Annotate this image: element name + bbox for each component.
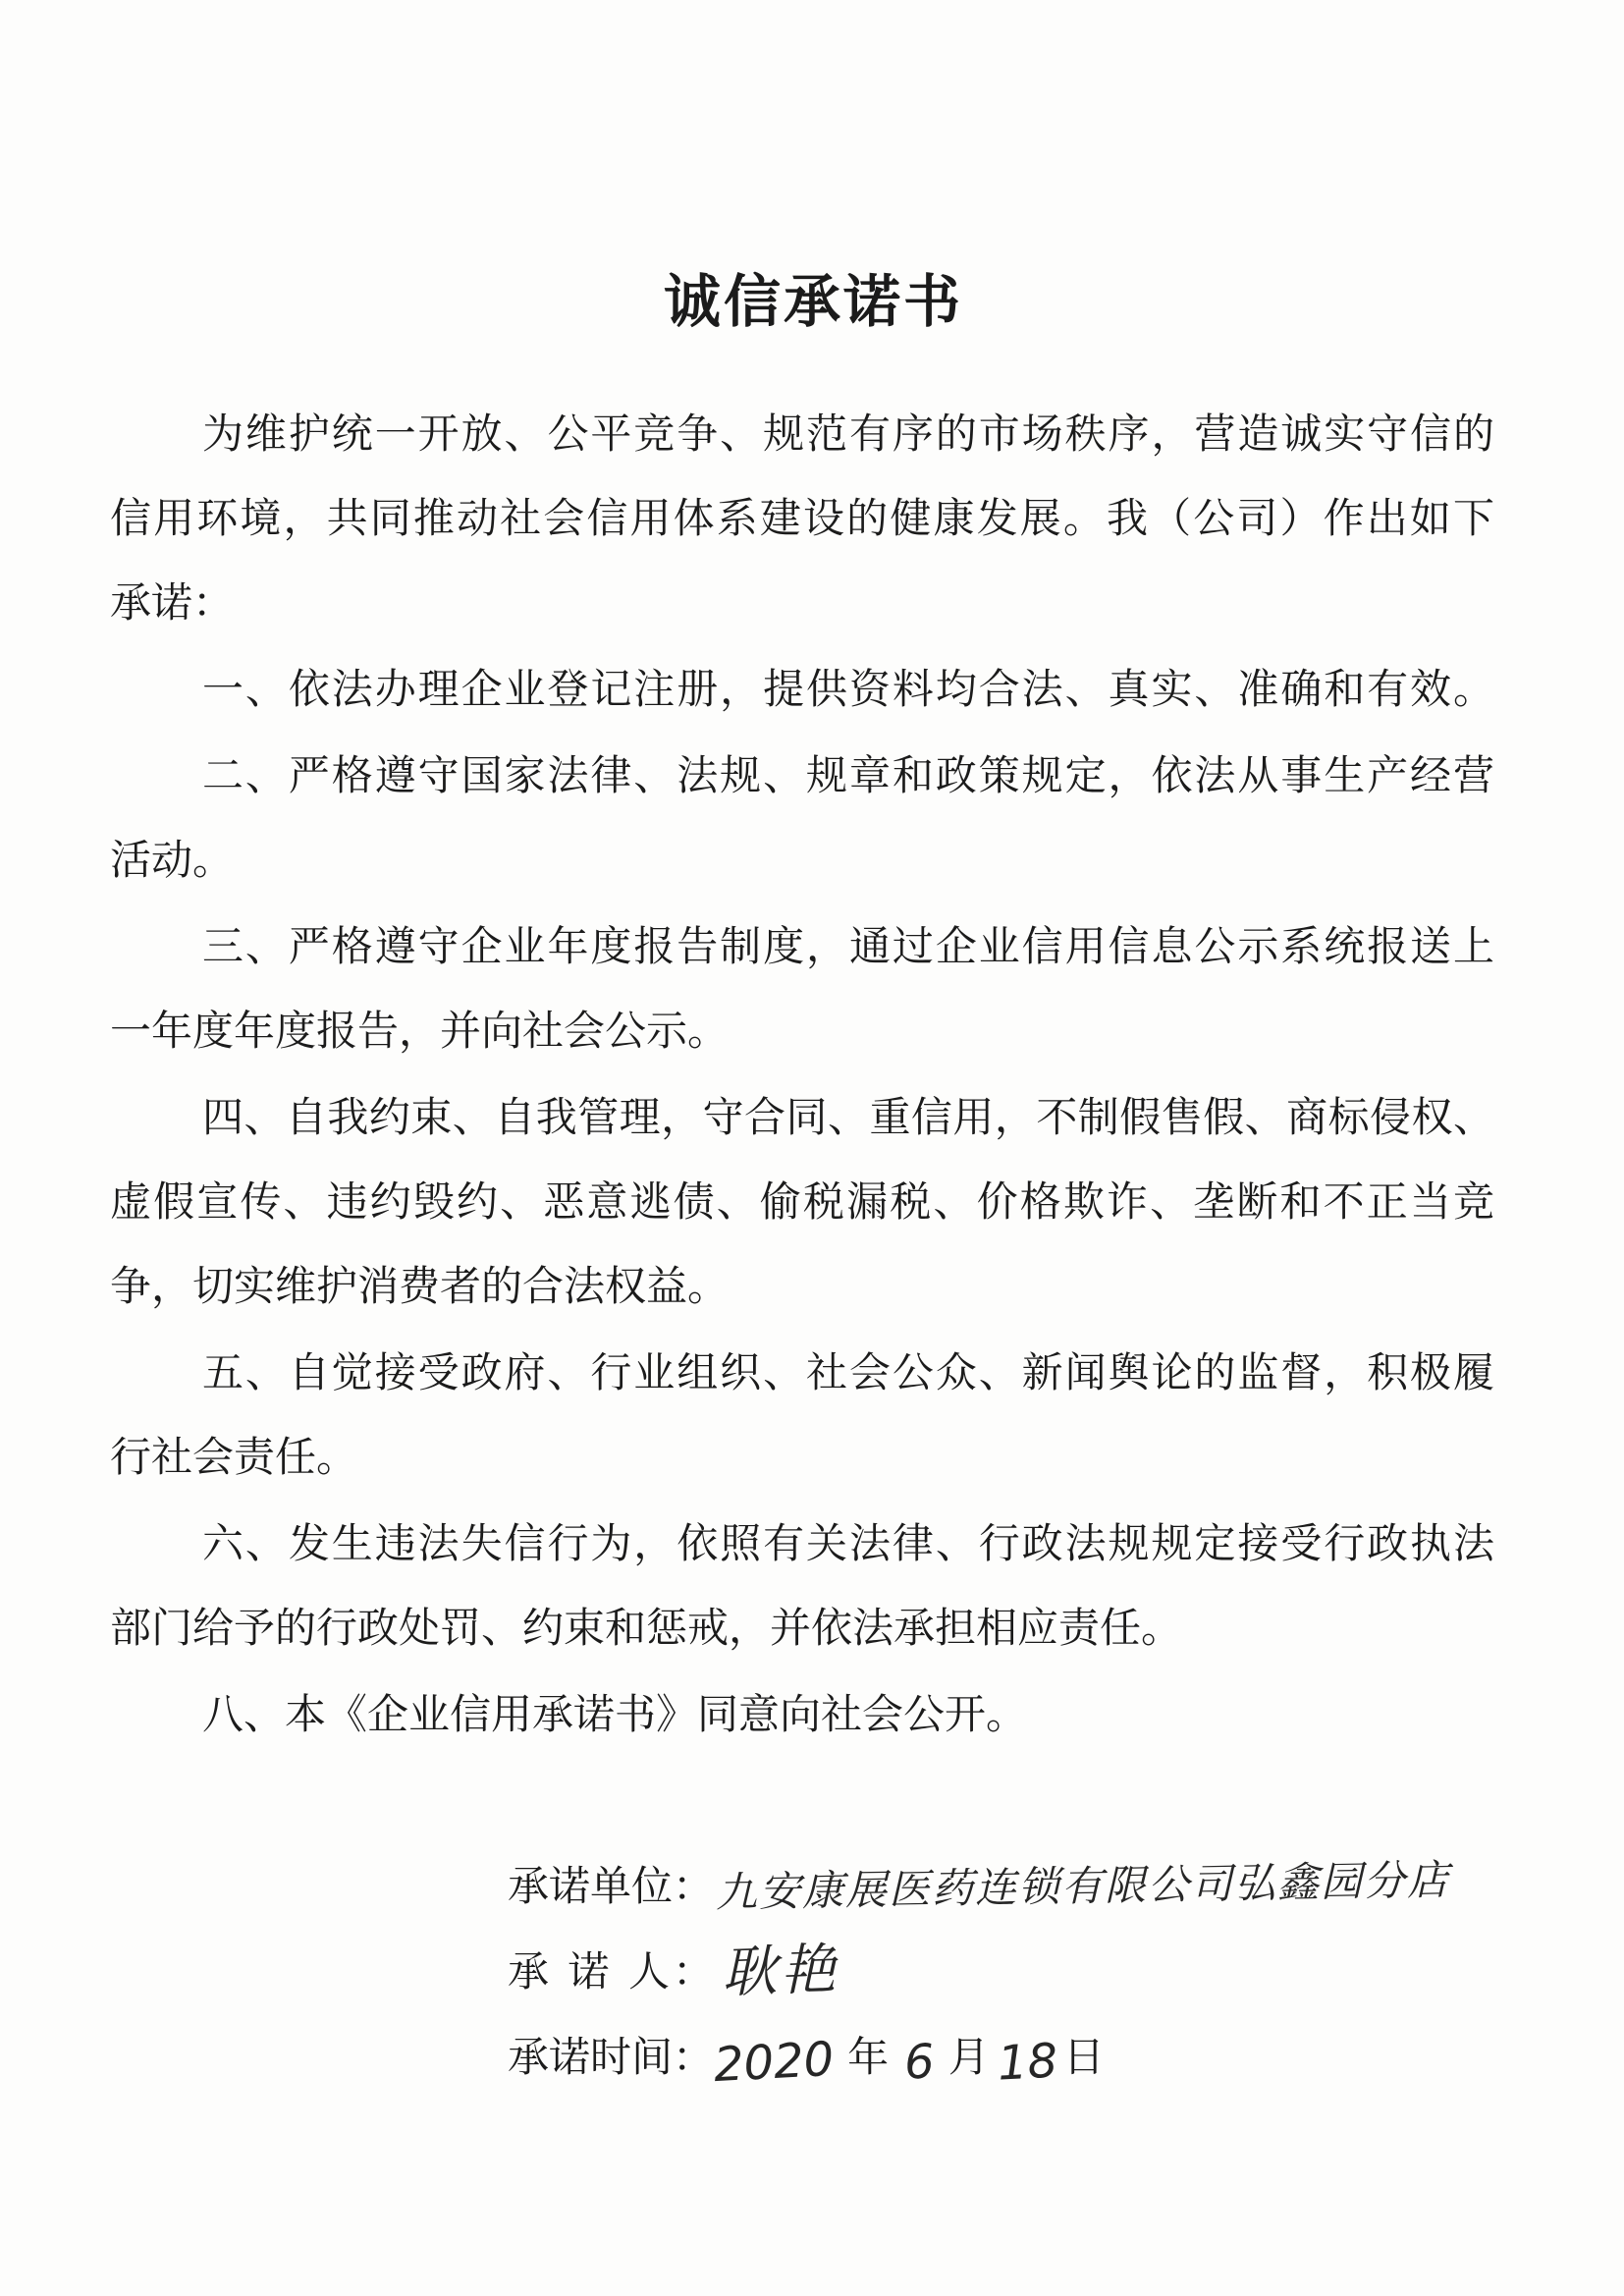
date-month-unit: 月 <box>947 2033 990 2081</box>
text-line: 行社会责任。 <box>110 1433 358 1481</box>
text-line: 六、发生违法失信行为，依照有关法律、行政法规规定接受行政执法 <box>202 1519 1494 1567</box>
signature-unit-row <box>508 1843 1548 1929</box>
text-line: 活动。 <box>110 836 235 884</box>
paragraph-item-4 <box>110 1075 1494 1329</box>
text-line: 八、本《企业信用承诺书》同意向社会公开。 <box>202 1690 1028 1738</box>
text-line: 一、依法办理企业登记注册，提供资料均合法、真实、准确和有效。 <box>202 665 1494 713</box>
date-day-handwritten: 18 <box>996 2033 1059 2092</box>
text-line: 二、严格遵守国家法律、法规、规章和政策规定，依法从事生产经营 <box>202 751 1494 799</box>
text-line: 四、自我约束、自我管理，守合同、重信用，不制假售假、商标侵权、 <box>202 1093 1494 1141</box>
document-title: 诚信承诺书 <box>663 268 963 335</box>
date-month-handwritten: 6 <box>902 2034 937 2091</box>
paragraph-item-3 <box>110 904 1494 1073</box>
date-day-unit: 日 <box>1062 2033 1105 2081</box>
text-line: 五、自觉接受政府、行业组织、社会公众、新闻舆论的监督，积极履 <box>202 1348 1494 1396</box>
unit-handwritten-value: 九安康展医药连锁有限公司弘鑫园分店 <box>715 1855 1451 1917</box>
paragraph-item-1 <box>110 647 1494 732</box>
signature-block <box>508 1843 1548 2100</box>
paragraph-item-2 <box>110 734 1494 902</box>
unit-label: 承诺单位： <box>508 1862 715 1910</box>
paragraph-item-8 <box>110 1672 1494 1757</box>
text-line: 信用环境，共同推动社会信用体系建设的健康发展。我（公司）作出如下 <box>110 494 1494 542</box>
text-line: 承诺： <box>110 578 235 627</box>
text-line: 三、严格遵守企业年度报告制度，通过企业信用信息公示系统报送上 <box>202 922 1494 970</box>
person-label: 承 诺 人： <box>508 1947 714 1995</box>
document-body <box>110 392 1494 1757</box>
signature-person-row <box>508 1929 1548 2014</box>
date-label: 承诺时间： <box>508 2033 715 2081</box>
text-line: 部门给予的行政处罚、约束和惩戒，并依法承担相应责任。 <box>110 1604 1183 1652</box>
date-year-unit: 年 <box>847 2033 890 2081</box>
text-line: 为维护统一开放、公平竞争、规范有序的市场秩序，营造诚实守信的 <box>202 410 1494 458</box>
text-line: 一年度年度报告，并向社会公示。 <box>110 1007 730 1055</box>
paragraph-item-5 <box>110 1331 1494 1500</box>
paragraph-item-6 <box>110 1502 1494 1670</box>
paragraph-preamble <box>110 392 1494 645</box>
text-line: 虚假宣传、违约毁约、恶意逃债、偷税漏税、价格欺诈、垄断和不正当竞 <box>110 1177 1494 1226</box>
date-year-handwritten: 2020 <box>712 2031 836 2094</box>
person-handwritten-signature: 耿艳 <box>720 1937 841 2006</box>
text-line: 争，切实维护消费者的合法权益。 <box>110 1262 730 1310</box>
signature-date-row <box>508 2014 1548 2100</box>
